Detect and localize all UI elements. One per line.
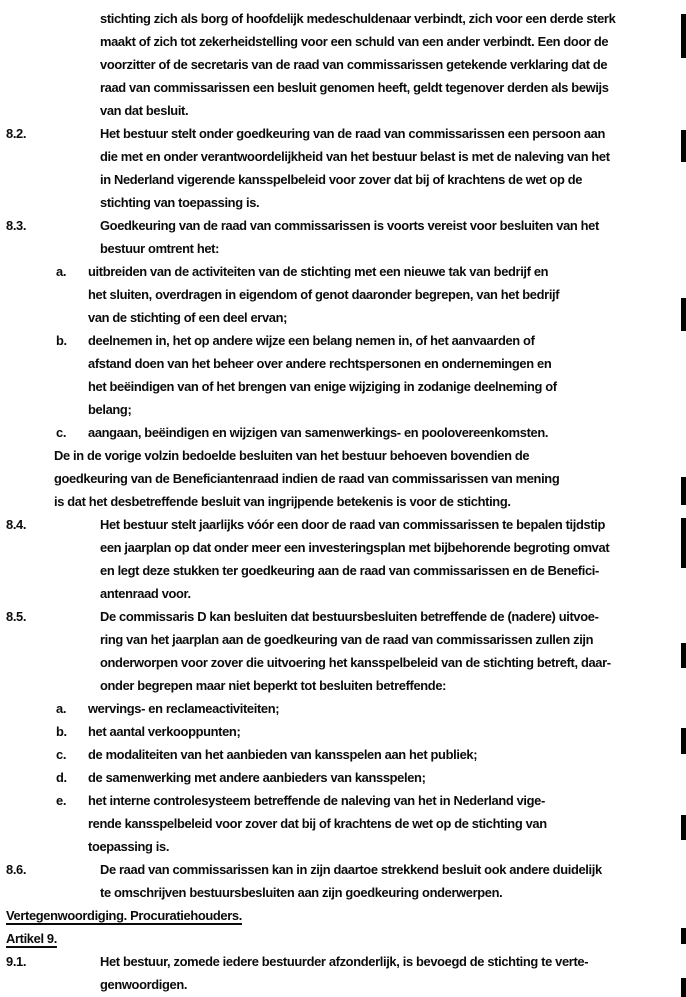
text-line: aangaan, beëindigen en wijzigen van samenwerkings- en poolovereenkomsten. xyxy=(88,425,549,440)
text-line: is dat het desbetreffende besluit van ingrijpende betekenis is voor de stichting. xyxy=(54,494,511,509)
text-line: de modaliteiten van het aanbieden van kansspelen aan het publiek; xyxy=(88,747,478,762)
text-line: De in de vorige volzin bedoelde besluiten van het bestuur behoeven bovendien de xyxy=(54,448,530,463)
scan-artifact-edge xyxy=(681,14,686,58)
text-line: en legt deze stukken ter goedkeuring aan de raad van commissarissen en de Benefici- xyxy=(100,563,599,578)
scan-artifact-edge xyxy=(681,815,686,840)
clause-8-4 xyxy=(0,513,686,605)
text-line: belang; xyxy=(88,402,132,417)
scan-artifact-edge xyxy=(681,928,686,944)
text-line: onderworpen voor zover die uitvoering het kansspelbeleid van de stichting betreft, daar- xyxy=(100,655,611,670)
text-line: bestuur omtrent het: xyxy=(100,241,220,256)
text-line: het beëindigen van of het brengen van enige wijziging in zodanige deelneming of xyxy=(88,379,557,394)
text-line: De commissaris D kan besluiten dat bestuursbesluiten betreffende de (nadere) uitvoe- xyxy=(100,609,599,624)
paragraph-continuation xyxy=(0,7,686,122)
clause-8-6 xyxy=(0,858,686,904)
clause-number: 9.1. xyxy=(6,954,27,969)
subitem-letter: c. xyxy=(56,747,67,762)
text-line: stichting van toepassing is. xyxy=(100,195,260,210)
subitem-letter: d. xyxy=(56,770,67,785)
clause-number: 8.6. xyxy=(6,862,27,877)
subitem-letter: c. xyxy=(56,425,67,440)
subitem-8-5-d xyxy=(0,766,686,789)
scan-artifact-edge xyxy=(681,298,686,331)
text-line: stichting zich als borg of hoofdelijk medeschuldenaar verbindt, zich voor een derde sterk xyxy=(100,11,616,26)
text-line: wervings- en reclameactiviteiten; xyxy=(88,701,280,716)
text-line: van dat besluit. xyxy=(100,103,189,118)
scan-artifact-edge xyxy=(681,130,686,162)
subitem-8-5-e xyxy=(0,789,686,858)
text-line: het aantal verkooppunten; xyxy=(88,724,241,739)
scan-artifact-edge xyxy=(681,643,686,668)
text-line: goedkeuring van de Beneficiantenraad indien de raad van commissarissen van mening xyxy=(54,471,560,486)
subitem-letter: a. xyxy=(56,264,67,279)
text-line: van de stichting of een deel ervan; xyxy=(88,310,288,325)
clause-number: 8.2. xyxy=(6,126,27,141)
text-line: Het bestuur stelt jaarlijks vóór een door de raad van commissarissen te bepalen tijdstip xyxy=(100,517,606,532)
scan-artifact-edge xyxy=(681,978,686,997)
text-line: de samenwerking met andere aanbieders van kansspelen; xyxy=(88,770,426,785)
text-line: te omschrijven bestuursbesluiten aan zijn goedkeuring onderwerpen. xyxy=(100,885,503,900)
text-line: ring van het jaarplan aan de goedkeuring van de raad van commissarissen zullen zijn xyxy=(100,632,594,647)
text-line: raad van commissarissen een besluit genomen heeft, geldt tegenover derden als bewijs xyxy=(100,80,609,95)
text-line: deelnemen in, het op andere wijze een belang nemen in, of het aanvaarden of xyxy=(88,333,535,348)
text-line: De raad van commissarissen kan in zijn daartoe strekkend besluit ook andere duidelijk xyxy=(100,862,602,877)
text-line: een jaarplan op dat onder meer een investeringsplan met bijbehorende begroting omvat xyxy=(100,540,610,555)
clause-8-3 xyxy=(0,214,686,260)
clause-8-5 xyxy=(0,605,686,697)
subitem-8-5-b xyxy=(0,720,686,743)
section-heading-artikel-9: Artikel 9. xyxy=(6,931,57,946)
text-line: toepassing is. xyxy=(88,839,170,854)
subitem-letter: b. xyxy=(56,333,67,348)
text-line: antenraad voor. xyxy=(100,586,191,601)
subitem-letter: b. xyxy=(56,724,67,739)
subitem-8-3-a xyxy=(0,260,686,329)
clause-number: 8.5. xyxy=(6,609,27,624)
text-line: Het bestuur, zomede iedere bestuurder afzonderlijk, is bevoegd de stichting te verte- xyxy=(100,954,589,969)
subitem-8-5-a xyxy=(0,697,686,720)
subitem-8-3-c xyxy=(0,421,686,444)
text-line: maakt of zich tot zekerheidstelling voor een schuld van een ander verbindt. Een door de xyxy=(100,34,609,49)
subitem-letter: e. xyxy=(56,793,67,808)
subitem-8-5-c xyxy=(0,743,686,766)
text-line: uitbreiden van de activiteiten van de stichting met een nieuwe tak van bedrijf en xyxy=(88,264,549,279)
text-line: voorzitter of de secretaris van de raad van commissarissen getekende verklaring dat de xyxy=(100,57,608,72)
text-line: die met en onder verantwoordelijkheid van het bestuur belast is met de naleving van het xyxy=(100,149,610,164)
clause-9-1 xyxy=(0,950,686,996)
text-line: het sluiten, overdragen in eigendom of genot daaronder begrepen, van het bedrijf xyxy=(88,287,560,302)
text-line: afstand doen van het beheer over andere rechtspersonen en ondernemingen en xyxy=(88,356,552,371)
scan-artifact-edge xyxy=(681,518,686,568)
text-line: het interne controlesysteem betreffende de naleving van het in Nederland vige- xyxy=(88,793,545,808)
scan-artifact-edge xyxy=(681,477,686,505)
text-line: onder begrepen maar niet beperkt tot besluiten betreffende: xyxy=(100,678,447,693)
clause-8-2 xyxy=(0,122,686,214)
text-line: genwoordigen. xyxy=(100,977,188,992)
section-heading-vertegenwoordiging: Vertegenwoordiging. Procuratiehouders. xyxy=(6,908,242,923)
text-line: Goedkeuring van de raad van commissarissen is voorts vereist voor besluiten van het xyxy=(100,218,599,233)
subitem-letter: a. xyxy=(56,701,67,716)
text-line: Het bestuur stelt onder goedkeuring van de raad van commissarissen een persoon aan xyxy=(100,126,605,141)
text-line: in Nederland vigerende kansspelbeleid voor zover dat bij of krachtens de wet op de xyxy=(100,172,583,187)
clause-number: 8.4. xyxy=(6,517,27,532)
clause-number: 8.3. xyxy=(6,218,27,233)
text-line: rende kansspelbeleid voor zover dat bij of krachtens de wet op de stichting van xyxy=(88,816,547,831)
scan-artifact-edge xyxy=(681,728,686,754)
subitem-8-3-b xyxy=(0,329,686,421)
paragraph-8-3-closing xyxy=(0,444,686,513)
